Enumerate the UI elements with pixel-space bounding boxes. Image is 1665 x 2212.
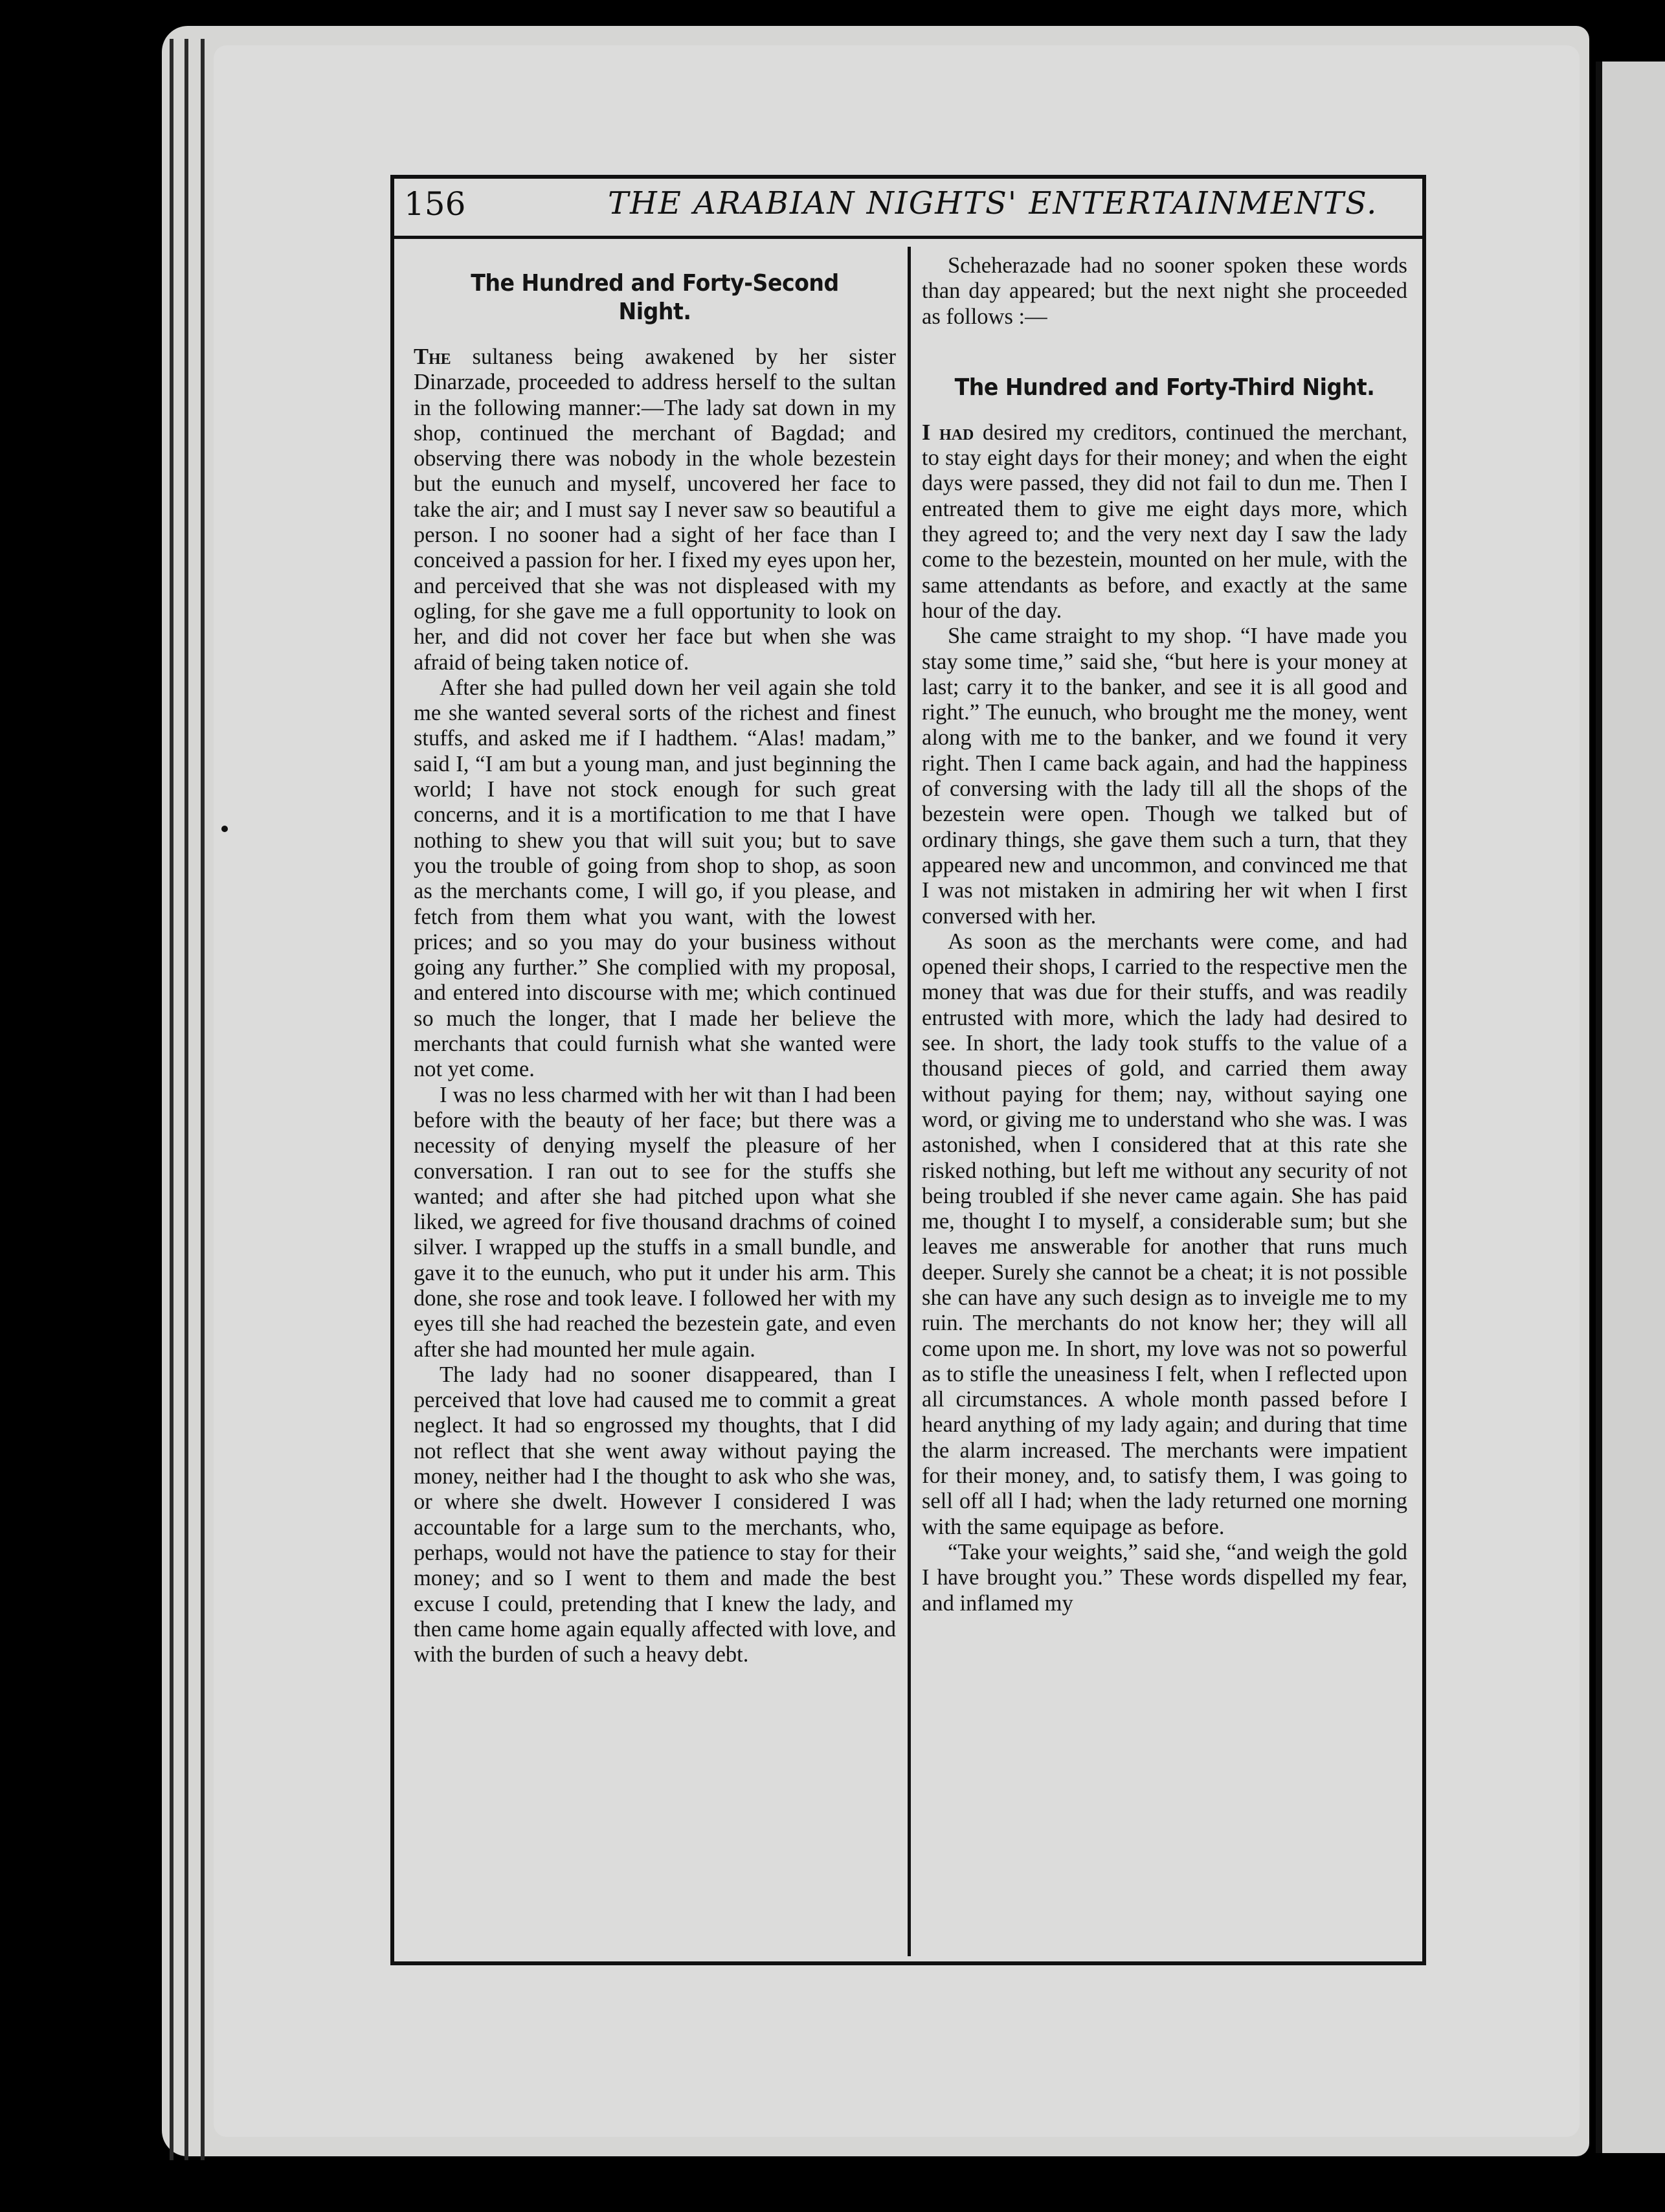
right-column xyxy=(922,253,1407,1616)
page-edge-line xyxy=(201,39,205,2160)
chapter-heading: The Hundred and Forty-Third Night. xyxy=(954,374,1375,401)
paragraph: I was no less charmed with her wit than I had been before with the beauty of her face; but there was a necessity of denying myself the pleasure of her conversation. I ran out to see for the stuffs she wanted; and after she had pitched upon what she liked, we agreed for five thousand drachms of coined silver. I wrapped up the stuffs in a small bundle, and gave it to the eunuch, who put it under his arm. This done, she rose and took leave. I followed her with my eyes till she had reached the bezestein gate, and even after she had mounted her mule again. xyxy=(414,1082,896,1362)
column-rule xyxy=(908,247,911,1956)
paragraph xyxy=(414,344,896,675)
facing-page-edge xyxy=(1596,62,1665,2153)
text-frame xyxy=(390,175,1426,1965)
paragraph-text: desired my creditors, continued the merchant, to stay eight days for their money; and when the eight days were passed, they did not fail to dun me. Then I entreated them to give me eight days more, which they agreed to; and the very next day I saw the lady come to the bezestein, mounted on her mule, with the same attendants as before, and exactly at the same hour of the day. xyxy=(922,420,1408,623)
paragraph-intro: Scheherazade had no sooner spoken these words than day appeared; but the next night she proceeded as follows :— xyxy=(922,253,1407,329)
paragraph-text: sultaness being awakened by her sister Dinarzade, proceeded to address herself to the sultan in the following manner:—The lady sat down in my shop, continued the merchant of Bagdad; and observing there was nobody in the whole bezestein but the eunuch and myself, uncovered her face to take the air; and I must say I never saw so beautiful a person. I no sooner had a sight of her face than I conceived a passion for her. I fixed my eyes upon her, and perceived that she was not displeased with my ogling, for she gave me a full opportunity to look on her, and did not cover her face but when she was afraid of being taken notice of. xyxy=(414,344,896,675)
facing-page-rule xyxy=(1596,62,1602,2153)
page-number: 156 xyxy=(404,185,466,223)
paragraph xyxy=(922,420,1407,624)
paragraph: She came straight to my shop. “I have made you stay some time,” said she, “but here is your money at last; carry it to the banker, and see it is all good and right.” The eunuch, who brought me the money, went along with me to the banker, and we found it very right. Then I came back again, and had the happiness of conversing with the lady till all the shops of the bezestein were open. Though we talked but of ordinary things, she gave them such a turn, that they appeared new and uncommon, and convinced me that I was not mistaken in admiring her wit when I first conversed with her. xyxy=(922,624,1407,929)
paragraph: “Take your weights,” said she, “and weigh the gold I have brought you.” These words dispelled my fear, and inflamed my xyxy=(922,1539,1407,1616)
running-title: THE ARABIAN NIGHTS' ENTERTAINMENTS. xyxy=(608,185,1378,221)
running-header xyxy=(404,179,1420,234)
chapter-heading: The Hundred and Forty-Second Night. xyxy=(471,270,839,325)
left-column xyxy=(414,269,896,1667)
opening-word: I had xyxy=(922,420,974,445)
page-edge-line xyxy=(184,39,188,2160)
paragraph: After she had pulled down her veil again she told me she wanted several sorts of the richest and finest stuffs, and asked me if I hadthem. “Alas! madam,” said I, “I am but a young man, and just beginning the world; I have not stock enough for such great concerns, and it is a mortification to me that I have nothing to shew you that will suit you; but to save you the trouble of going from shop to shop, as soon as the merchants come, I will go, if you please, and fetch from them what you want, with the lowest prices; and so you may do your business without going any further.” She complied with my proposal, and entered into discourse with me; which continued so much the longer, that I made her believe the merchants that could furnish what she wanted were not yet come. xyxy=(414,675,896,1082)
paragraph: As soon as the merchants were come, and had opened their shops, I carried to the respective men the money that was due for their stuffs, and was readily entrusted with more, which the lady had desired to see. In short, the lady took stuffs to the value of a thousand pieces of gold, and carried them away without paying for them; nay, without saying one word, or giving me to understand who she was. I was astonished, when I considered that at this rate she risked nothing, but left me without any security of not being troubled if she never came again. She has paid me, thought I to myself, a considerable sum; but she leaves me answerable for another that runs much deeper. Surely she cannot be a cheat; it is not possible she can have any such design as to inveigle me to my ruin. The merchants do not know her; they will all come upon me. In short, my love was not so powerful as to stifle the uneasiness I felt, when I reflected upon all circumstances. A whole month passed before I heard anything of my lady again; and during that time the alarm increased. The merchants were impatient for their money, and, to satisfy them, I was going to sell off all I had; when the lady returned one morning with the same equipage as before. xyxy=(922,929,1407,1539)
page-edge-line xyxy=(170,39,173,2160)
opening-word: The xyxy=(414,344,451,369)
ink-speck xyxy=(221,826,228,832)
header-rule xyxy=(394,236,1422,239)
paragraph: The lady had no sooner disappeared, than I perceived that love had caused me to commit a great neglect. It had so engrossed my thoughts, that I did not reflect that she went away without paying the money, neither had I the thought to ask who she was, or where she dwelt. However I considered I was accountable for a large sum to the merchants, who, perhaps, would not have the patience to stay for their money; and so I went to them and made the best excuse I could, pretending that I knew the lady, and then came home again equally affected with love, and with the burden of such a heavy debt. xyxy=(414,1362,896,1667)
